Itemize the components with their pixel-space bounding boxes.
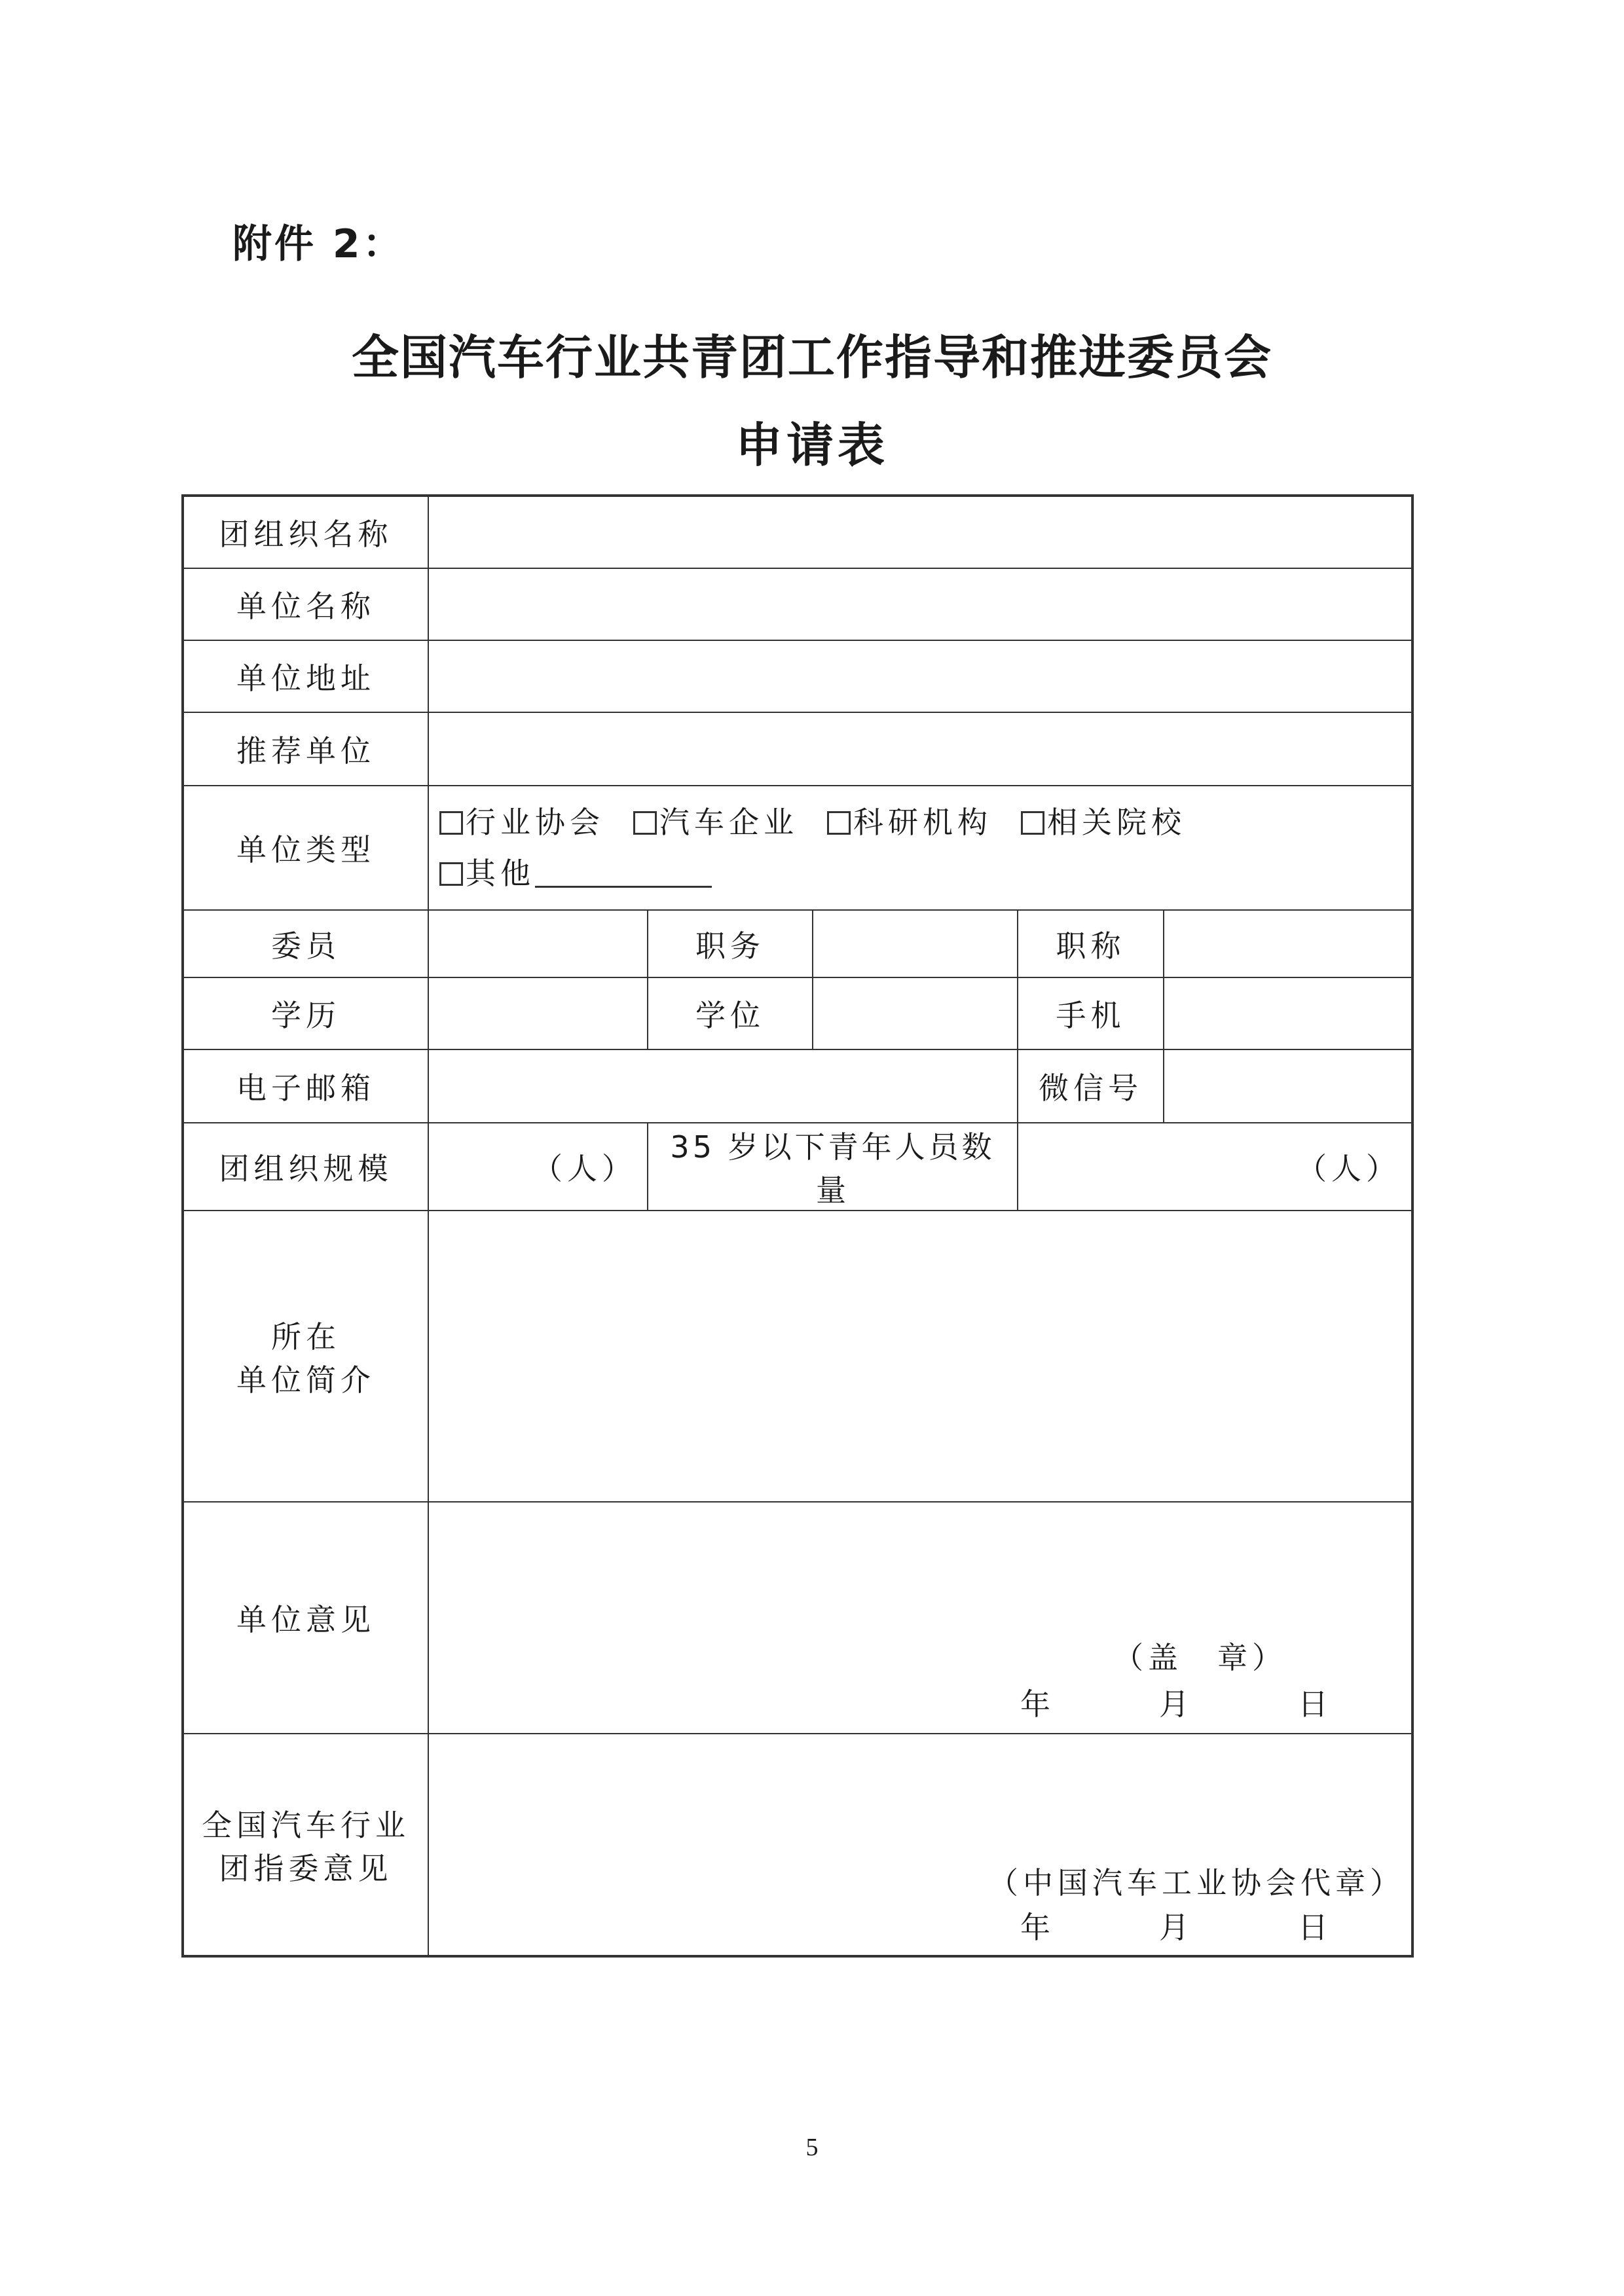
unit-name-label: 单位名称 <box>183 568 428 640</box>
youth-count-label: 35 岁以下青年人员数量 <box>648 1123 1018 1211</box>
type-option-college[interactable] <box>1021 797 1186 848</box>
unit-name-field[interactable] <box>428 568 1412 640</box>
unit-address-field[interactable] <box>428 640 1412 712</box>
row-committee-opinion <box>183 1734 1412 1956</box>
form-title: 全国汽车行业共青团工作指导和推进委员会 <box>351 330 1272 385</box>
form-subtitle: 申请表 <box>735 418 889 473</box>
row-recommending-unit <box>183 712 1412 786</box>
page-number: 5 <box>805 2134 819 2161</box>
unit-intro-label <box>183 1211 428 1502</box>
title-label: 职称 <box>1018 910 1164 977</box>
title-field[interactable] <box>1164 910 1412 977</box>
member-label: 委员 <box>183 910 428 977</box>
checkbox-icon[interactable] <box>827 811 851 835</box>
unit-intro-field[interactable] <box>428 1211 1412 1502</box>
mobile-label: 手机 <box>1018 977 1164 1049</box>
committee-opinion-label-line1: 全国汽车行业 <box>202 1807 410 1843</box>
type-option-label: 相关院校 <box>1047 805 1186 840</box>
recommending-unit-field[interactable] <box>428 712 1412 786</box>
committee-opinion-label-line2: 团指委意见 <box>219 1850 393 1886</box>
committee-date-text: 年 月 日 <box>1020 1910 1333 1945</box>
unit-date-text: 年 月 日 <box>1020 1686 1333 1722</box>
email-label: 电子邮箱 <box>183 1049 428 1123</box>
row-unit-type <box>183 786 1412 910</box>
org-scale-label: 团组织规模 <box>183 1123 428 1211</box>
unit-seal-text: （盖 章） <box>1113 1640 1287 1675</box>
other-type-blank[interactable] <box>535 860 712 888</box>
caam-seal-text: （中国汽车工业协会代章） <box>988 1865 1405 1901</box>
row-member <box>183 910 1412 977</box>
education-label: 学历 <box>183 977 428 1049</box>
degree-field[interactable] <box>813 977 1018 1049</box>
checkbox-icon[interactable] <box>439 862 463 886</box>
email-field[interactable] <box>428 1049 1018 1123</box>
type-option-auto-enterprise[interactable] <box>633 797 798 848</box>
mobile-field[interactable] <box>1164 977 1412 1049</box>
wechat-label: 微信号 <box>1018 1049 1164 1123</box>
row-unit-opinion <box>183 1502 1412 1734</box>
unit-opinion-label: 单位意见 <box>183 1502 428 1734</box>
position-field[interactable] <box>813 910 1018 977</box>
type-option-other[interactable] <box>439 848 712 899</box>
committee-sign-area <box>429 1734 1411 1955</box>
unit-intro-label-line1: 所在 <box>271 1319 341 1355</box>
type-option-industry-association[interactable] <box>439 797 604 848</box>
degree-label: 学位 <box>648 977 813 1049</box>
unit-type-options <box>428 786 1412 910</box>
wechat-field[interactable] <box>1164 1049 1412 1123</box>
row-org-scale <box>183 1123 1412 1211</box>
checkbox-icon[interactable] <box>439 811 463 835</box>
type-option-research-institute[interactable] <box>827 797 992 848</box>
org-name-label: 团组织名称 <box>183 496 428 568</box>
org-scale-field[interactable] <box>428 1123 648 1211</box>
committee-opinion-label <box>183 1734 428 1956</box>
persons-unit: （人） <box>532 1151 637 1186</box>
recommending-unit-label: 推荐单位 <box>183 712 428 786</box>
row-email <box>183 1049 1412 1123</box>
application-form-table <box>181 494 1414 1958</box>
unit-opinion-sign-area <box>429 1503 1411 1733</box>
unit-opinion-field[interactable] <box>428 1502 1412 1734</box>
position-label: 职务 <box>648 910 813 977</box>
row-unit-address <box>183 640 1412 712</box>
type-option-label: 行业协会 <box>466 805 604 840</box>
type-option-label: 科研机构 <box>853 805 992 840</box>
committee-opinion-field[interactable] <box>428 1734 1412 1956</box>
type-option-label: 汽车企业 <box>659 805 798 840</box>
type-option-label: 其他 <box>466 856 535 891</box>
checkbox-icon[interactable] <box>633 811 657 835</box>
persons-unit: （人） <box>1297 1151 1401 1186</box>
youth-count-field[interactable] <box>1018 1123 1412 1211</box>
row-education <box>183 977 1412 1049</box>
row-unit-name <box>183 568 1412 640</box>
unit-address-label: 单位地址 <box>183 640 428 712</box>
attachment-label: 附件 2： <box>232 221 405 267</box>
member-field[interactable] <box>428 910 648 977</box>
unit-type-label: 单位类型 <box>183 786 428 910</box>
org-name-field[interactable] <box>428 496 1412 568</box>
education-field[interactable] <box>428 977 648 1049</box>
unit-intro-label-line2: 单位简介 <box>236 1362 375 1398</box>
checkbox-icon[interactable] <box>1021 811 1044 835</box>
row-org-name <box>183 496 1412 568</box>
row-unit-intro <box>183 1211 1412 1502</box>
